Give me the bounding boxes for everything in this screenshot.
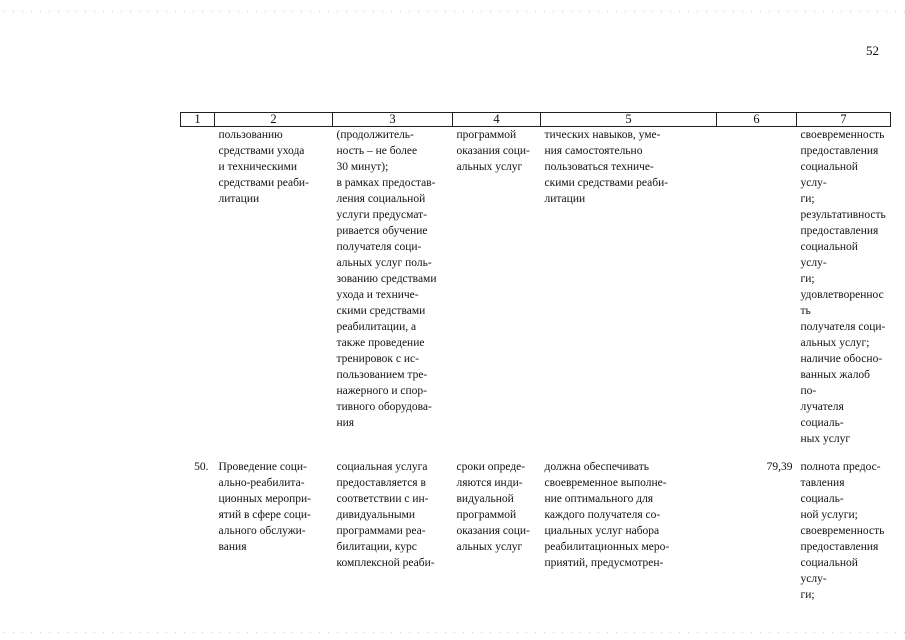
quality-indicators-cell: своевременность предоставления социальной услу- ги; результативность предоставления социальной услу- ги; удовлетворенность получателя соци- альных услуг; наличие обосно- ванных жалоб по- лучателя социаль- ных услуг (800, 129, 886, 445)
page-number: 52 (866, 43, 879, 58)
service-standard-cell: должна обеспечивать своевременное выполне- ние оптимального для каждого получателя со- циальных услуг набора реабилитационных меро- приятий, предусмотрен- (544, 461, 670, 569)
row-number: 50. (194, 461, 209, 473)
row-spacer (181, 447, 891, 459)
tariff-cell: 79,39 (766, 461, 793, 473)
row-number (181, 127, 215, 448)
service-terms-cell: сроки опреде- ляются инди- видуальной программой оказания соци- альных услуг (456, 461, 530, 553)
service-name-cell: пользованию средствами ухода и техническими средствами реаби- литации (218, 129, 309, 205)
table-header-row (181, 113, 891, 127)
scan-artifact-bottom (0, 631, 905, 634)
column-header: 3 (333, 113, 453, 127)
table-row (181, 127, 891, 448)
column-header: 7 (797, 113, 891, 127)
quality-indicators-cell: полнота предос- тавления социаль- ной услуги; своевременность предоставления социальной услу- ги; (800, 461, 885, 601)
service-description-cell: (продолжитель- ность – не более 30 минут); в рамках предостав- ления социальной услуги предусмат- ривается обучение получателя соци- альных услуг поль- зованию средствами ухода и техниче- скими средствами реабилитации, а также проведение тренировок с ис- пользованием тре- нажерного и спор- тивного оборудова- ния (336, 129, 437, 429)
tariff-cell (717, 127, 797, 448)
services-table (180, 112, 891, 603)
service-standard-cell: тических навыков, уме- ния самостоятельно пользоваться техниче- скими средствами реаби- литации (544, 129, 669, 205)
service-description-cell: социальная услуга предоставляется в соответствии с ин- дивидуальными программами реа- билитации, курс комплексной реаби- (336, 461, 435, 569)
column-header: 2 (215, 113, 333, 127)
column-header: 1 (181, 113, 215, 127)
column-header: 4 (453, 113, 541, 127)
column-header: 5 (541, 113, 717, 127)
column-header: 6 (717, 113, 797, 127)
scan-artifact-top (0, 10, 905, 13)
service-terms-cell: программой оказания соци- альных услуг (456, 129, 530, 173)
table-row (181, 459, 891, 603)
service-name-cell: Проведение соци- ально-реабилита- ционных меропри- ятий в сфере соци- ального обслужи- вания (218, 461, 311, 553)
